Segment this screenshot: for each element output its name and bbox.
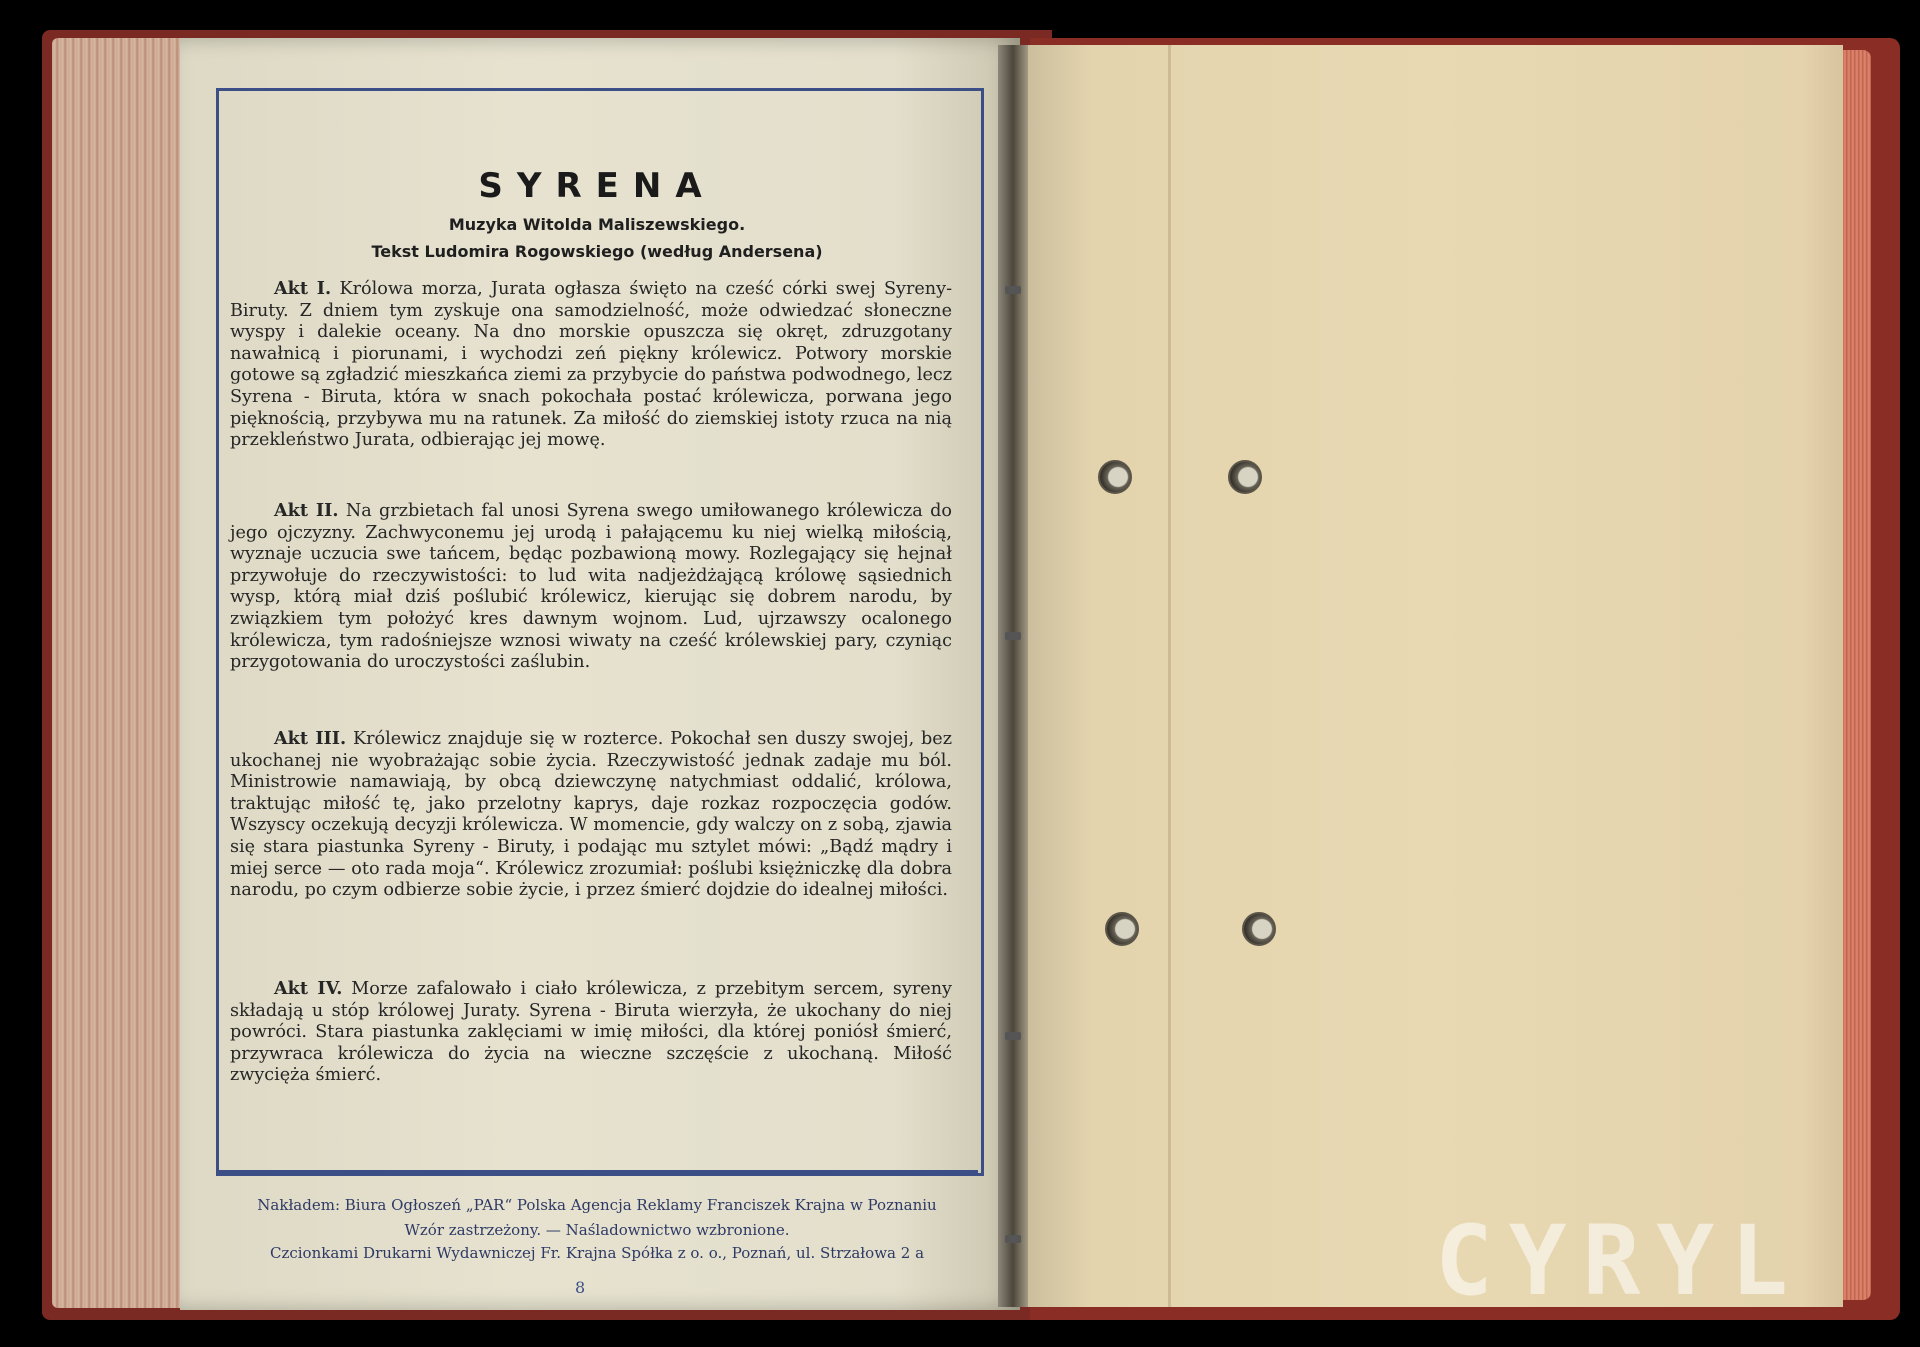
act-label: Akt IV. [274, 978, 343, 999]
punch-hole [1242, 912, 1276, 946]
act-text: Na grzbietach fal unosi Syrena swego umiłowanego królewicza do jego ojczyzny. Zachwyconemu jej urodą i pałającemu ku niej wielką miłością, wyznaje uczucia swe tańcem, będąc pozbawioną mowy. Rozlegający się hejnał przywołuje do rzeczywistości: to lud wita nadjeżdżającą królowę sąsiednich wysp, którą miał dziś poślubić królewicz, kierując się dobrem narodu, by związkiem tym położyć kres dawnym wojnom. Lud, ujrzawszy ocalonego królewicza, tym radośniejsze wznosi wiwaty na cześć królewskiej pary, czyniąc przygotowania do uroczystości zaślubin. [230, 501, 952, 673]
libretto-line: Tekst Ludomira Rogowskiego (według Andersena) [371, 242, 823, 261]
publisher-line: Nakładem: Biura Ogłoszeń „PAR“ Polska Agencja Reklamy Franciszek Krajna w Poznaniu [257, 1196, 937, 1214]
binding-staple [1005, 1235, 1021, 1243]
binding-staple [1005, 1032, 1021, 1040]
printer-line: Czcionkami Drukarni Wydawniczej Fr. Krajna Spółka z o. o., Poznań, ul. Strzałowa 2 a [269, 1244, 925, 1262]
page-stack-right [1843, 50, 1871, 1300]
act-label: Akt III. [274, 728, 347, 749]
punch-hole [1105, 912, 1139, 946]
punch-hole [1228, 460, 1262, 494]
act-paragraph [230, 278, 952, 452]
right-page [1025, 45, 1843, 1307]
act-paragraph [230, 978, 952, 1087]
page-number: 8 [575, 1278, 586, 1297]
binding-staple [1005, 286, 1021, 294]
book-gutter [998, 45, 1028, 1307]
act-paragraph [230, 728, 952, 902]
act-paragraph [230, 500, 952, 674]
act-label: Akt II. [274, 500, 339, 521]
act-text: Królewicz znajduje się w rozterce. Pokochał sen duszy swojej, bez ukochanej nie wyobrażając sobie życia. Rzeczywistość jednak zadaje mu ból. Ministrowie namawiają, by obcą dziewczynę natychmiast oddalić, królowa, traktując miłość tę, jako przelotny kaprys, daje rozkaz rozpoczęcia godów. Wszyscy oczekują decyzji królewicza. W momencie, gdy walczy on z sobą, zjawia się stara piastunka Syreny - Biruty, i podając mu sztylet mówi: „Bądź mądry i miej serce — oto rada moja“. Królewicz zrozumiał: poślubi księżniczkę dla dobra narodu, po czym odbierze sobie życie, i przez śmierć dojdzie do idealnej miłości. [230, 729, 952, 901]
punch-hole [1098, 460, 1132, 494]
act-text: Królowa morza, Jurata ogłasza święto na cześć córki swej Syreny-Biruty. Z dniem tym zyskuje ona samodzielność, może odwiedzać słoneczne wyspy i dalekie oceany. Na dno morskie opuszcza się okręt, zdruzgotany nawałnicą i piorunami, i wychodzi zeń piękny królewicz. Potwory morskie gotowe są zgładzić mieszkańca ziemi za przybycie do państwa podwodnego, lecz Syrena - Biruta, która w snach pokochała postać królewicza, porwana jego pięknością, przybywa mu na ratunek. Za miłość do ziemskiej istoty rzuca na nią przekleństwo Jurata, odbierając jej mowę. [230, 279, 953, 451]
page-title: SYRENA [478, 166, 716, 206]
binding-staple [1005, 632, 1021, 640]
act-text: Morze zafalowało i ciało królewicza, z przebitym sercem, syreny składają u stóp królowej Juraty. Syrena - Biruta wierzyła, że ukochany do niej powróci. Stara piastunka zaklęciami w imię miłości, dla której poniósł śmierć, przywraca królewicza do życia na wieczne szczęście z ukochaną. Miłość zwycięża śmierć. [230, 979, 952, 1086]
right-page-fold [1168, 45, 1171, 1307]
composer-line: Muzyka Witolda Maliszewskiego. [448, 215, 746, 234]
frame-divider [216, 1170, 978, 1173]
copyright-line: Wzór zastrzeżony. — Naśladownictwo wzbronione. [404, 1221, 790, 1239]
act-label: Akt I. [274, 278, 332, 299]
watermark-logo: CYRYL [1435, 1205, 1804, 1317]
